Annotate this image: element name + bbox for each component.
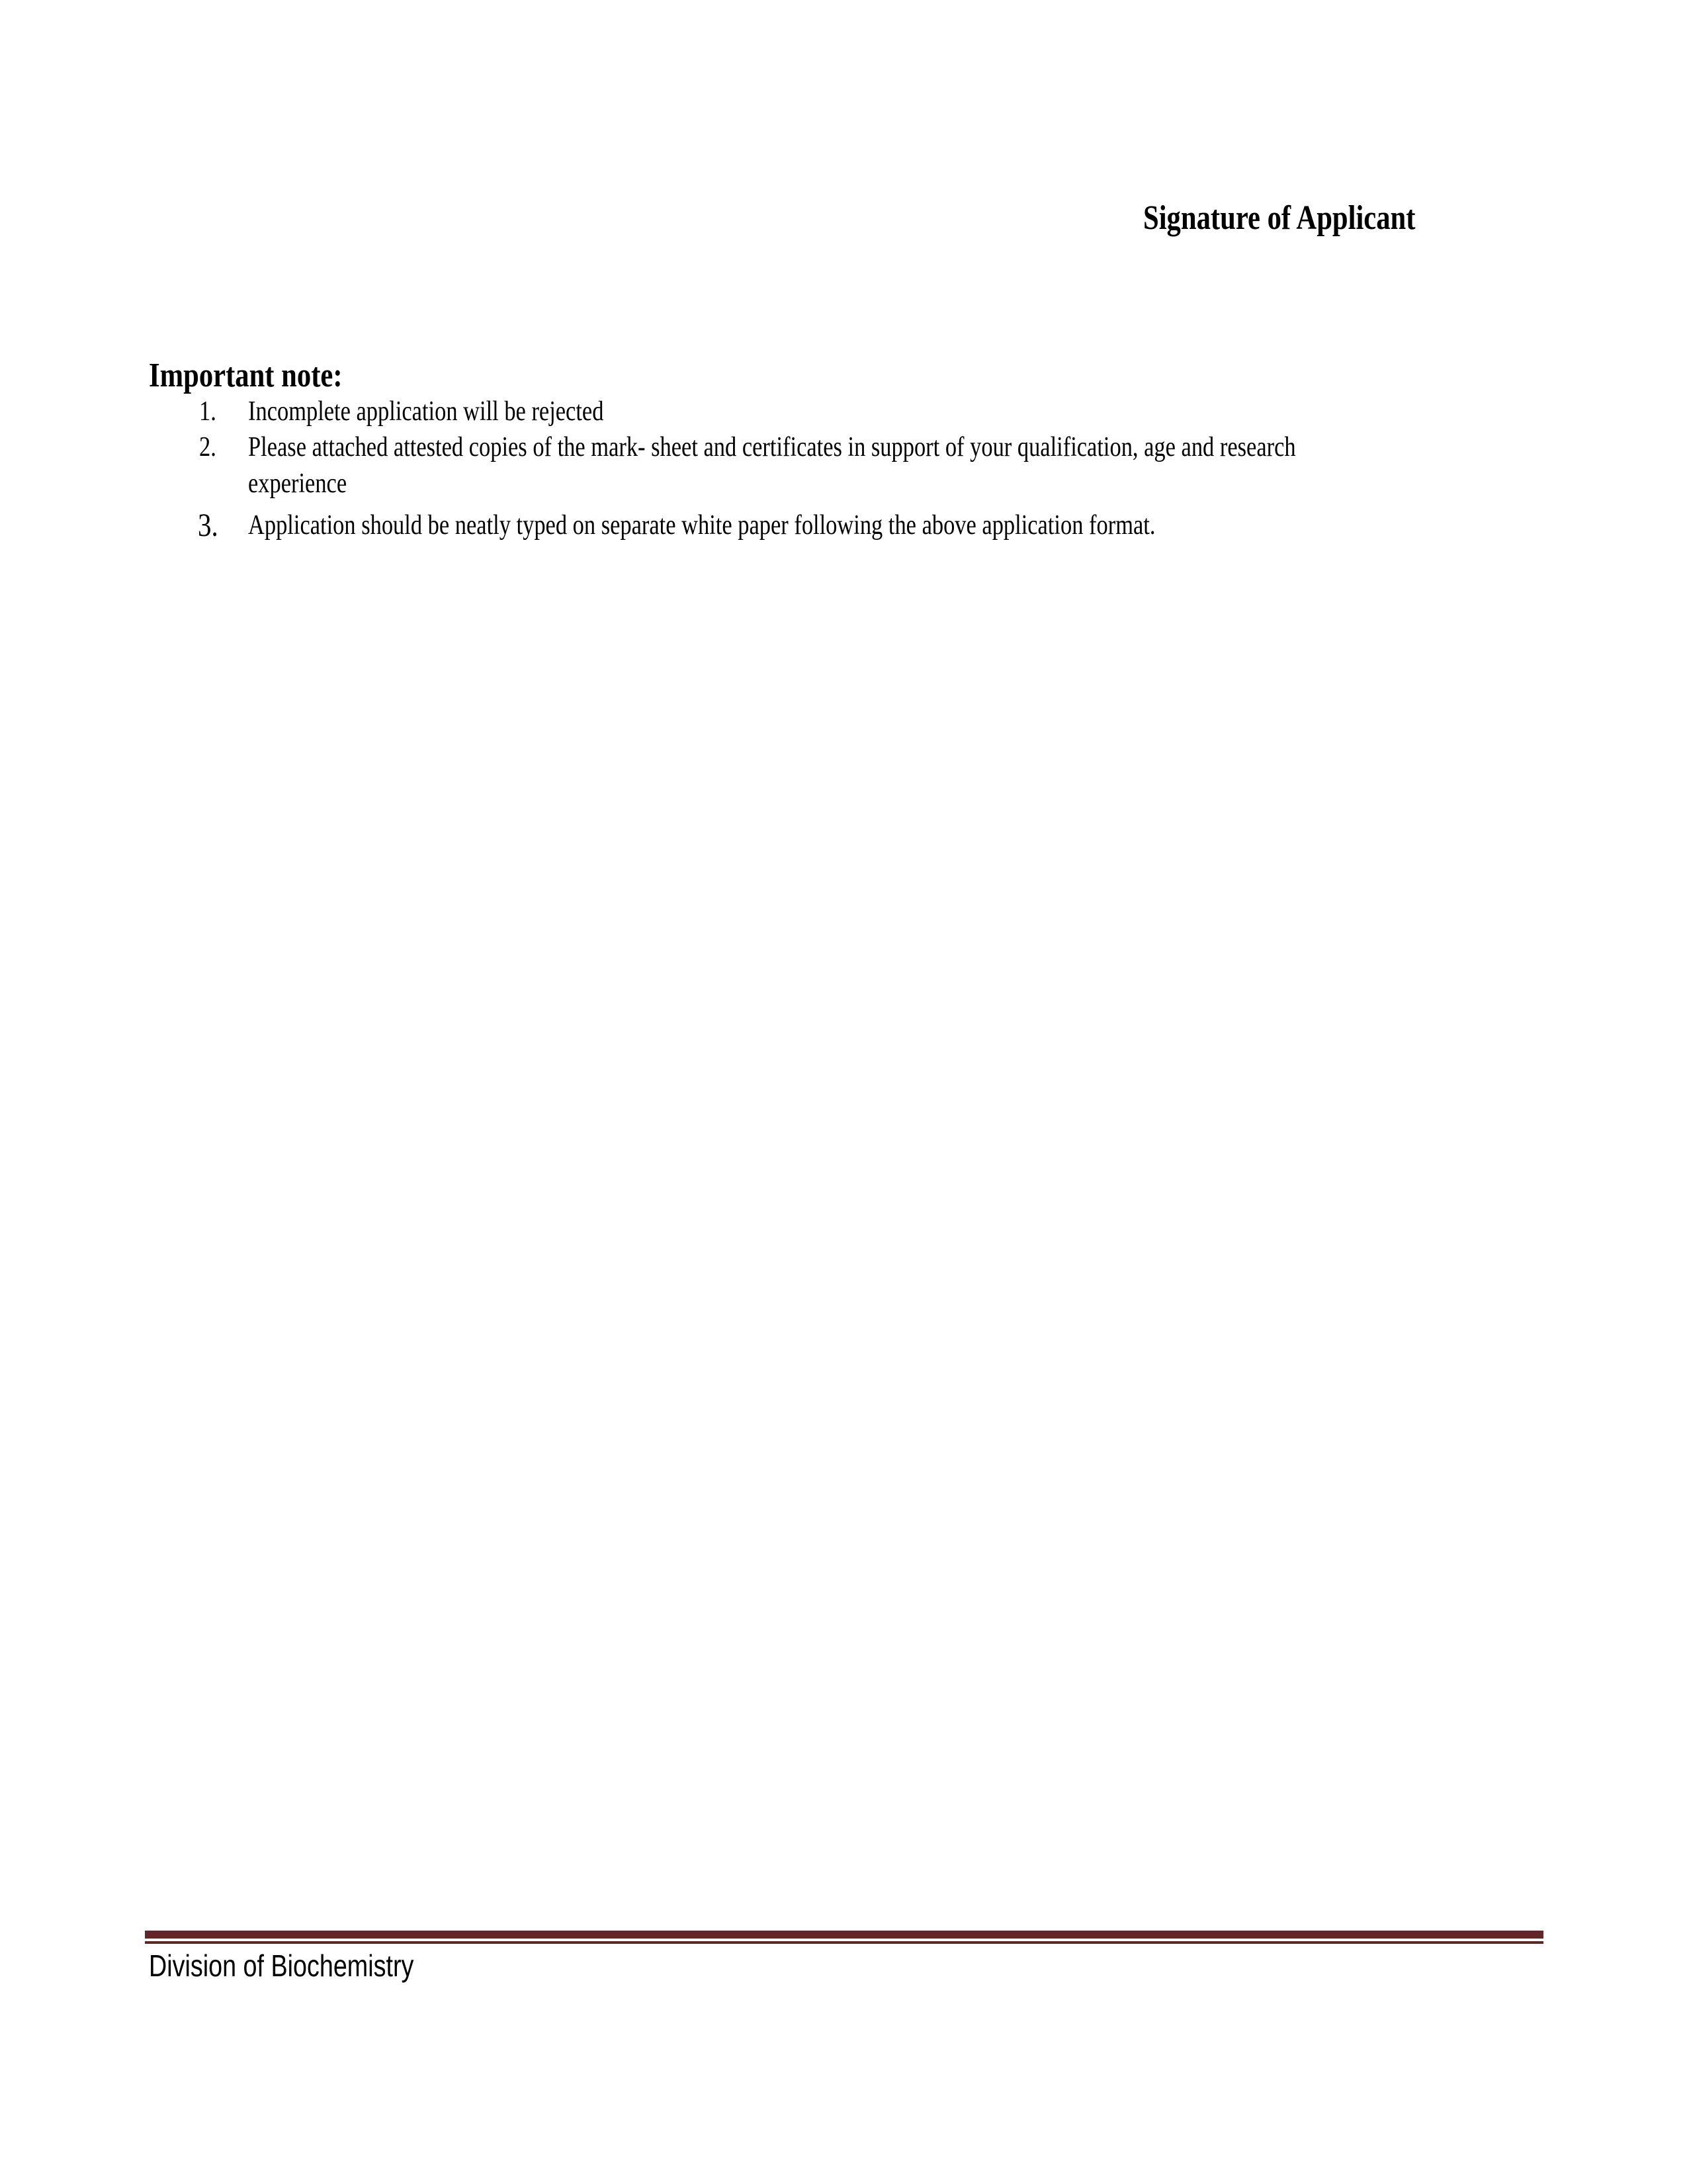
list-item: Application should be neatly typed on separate white paper following the above application format. [248, 510, 1156, 541]
footer-rule-thick [145, 1931, 1543, 1939]
list-item: Please attached attested copies of the mark- sheet and certificates in support of your qualification, age and research [248, 432, 1296, 462]
important-note-heading: Important note: [149, 357, 343, 394]
footer-rule-thin [145, 1941, 1543, 1944]
signature-label: Signature of Applicant [1143, 199, 1416, 237]
footer-text: Division of Biochemistry [149, 1948, 414, 1983]
list-item-number: 2. [199, 432, 216, 462]
list-item: Incomplete application will be rejected [248, 396, 604, 427]
list-item-continuation: experience [248, 468, 347, 499]
list-item-number: 3. [198, 506, 218, 543]
list-item-number: 1. [199, 396, 216, 427]
